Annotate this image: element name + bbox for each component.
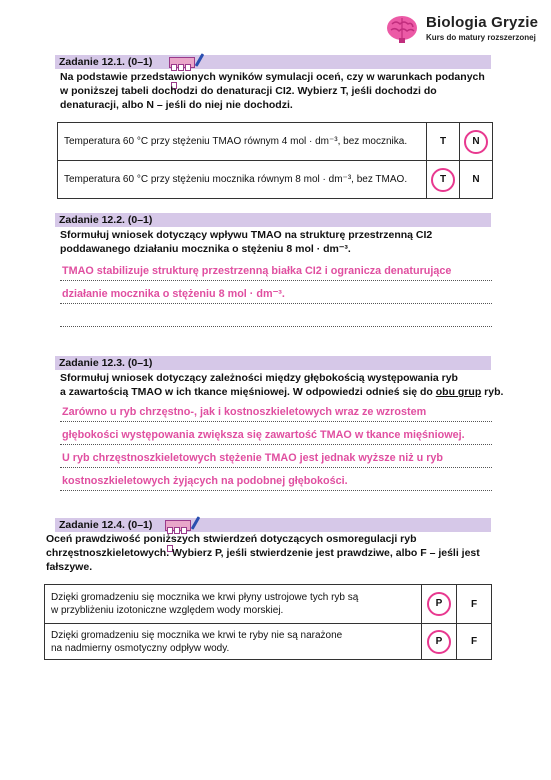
task-instruction: Na podstawie przedstawionych wyników symulacji oceń, czy w warunkach podanych w poniższej tabeli dochodzi do denaturacji CI2. Wybierz T, jeśli dochodzi do denaturacji, albo N – jeśli do niej nie dochodzi. [60,71,485,111]
statement: Dzięki gromadzeniu się mocznika we krwi te ryby nie są narażone na nadmierny osmotyczny odpływ wody. [45,624,422,660]
option-n[interactable] [460,123,493,161]
answer-line: Zarówno u ryb chrzęstno-, jak i kostnoszkieletowych wraz ze wzrostem [62,406,427,418]
task-header-12-3 [55,356,491,370]
score-stamp-icon [169,57,195,68]
answer-line: działanie mocznika o stężeniu 8 mol · dm⁻³. [62,288,285,300]
statement: Temperatura 60 °C przy stężeniu TMAO równym 4 mol · dm⁻³, bez mocznika. [58,123,427,161]
true-false-table [44,584,492,660]
selected-circle: P [427,592,451,616]
selected-circle: T [431,168,455,192]
brand-title: Biologia Gryzie [426,14,539,31]
option-p[interactable] [422,624,457,660]
pen-icon [191,516,201,530]
task-title: Zadanie 12.1. (0–1) [59,56,153,68]
option-f[interactable]: F [457,624,492,660]
table-row [45,585,492,624]
task-instruction: Sformułuj wniosek dotyczący zależności między głębokością występowania ryb a zawartością TMAO w ich tkance mięśniowej. W odpowiedzi odnieś się do obu grup ryb. [60,372,504,398]
selected-circle: N [464,130,488,154]
answer-line: U ryb chrzęstnoszkieletowych stężenie TMAO jest jednak wyższe niż u ryb [62,452,444,464]
table-row [58,123,493,161]
dotted-line [60,421,492,422]
task-title: Zadanie 12.2. (0–1) [59,214,153,226]
task-instruction: Sformułuj wniosek dotyczący wpływu TMAO na strukturę przestrzenną CI2 poddawanego działaniu mocznika o stężeniu 8 mol · dm⁻³. [60,229,433,255]
task-title: Zadanie 12.3. (0–1) [59,357,153,369]
answer-line: głębokości występowania zwiększa się zawartość TMAO w tkance mięśniowej. [62,429,465,441]
brain-icon [386,14,418,44]
statement: Dzięki gromadzeniu się mocznika we krwi płyny ustrojowe tych ryb są w przybliżeniu izotoniczne względem wody morskiej. [45,585,422,624]
true-false-table [57,122,493,199]
task-header-12-2 [55,213,491,227]
dotted-line [60,280,492,281]
answer-line: kostnoszkieletowych żyjących na podobnej głębokości. [62,475,348,487]
option-p[interactable] [422,585,457,624]
selected-circle: P [427,630,451,654]
dotted-line [60,326,492,327]
table-row [58,161,493,199]
option-t[interactable]: T [427,123,460,161]
dotted-line [60,490,492,491]
task-header-12-1 [55,55,491,69]
statement: Temperatura 60 °C przy stężeniu mocznika równym 8 mol · dm⁻³, bez TMAO. [58,161,427,199]
option-n[interactable]: N [460,161,493,199]
table-row [45,624,492,660]
option-f[interactable]: F [457,585,492,624]
brand-subtitle: Kurs do matury rozszerzonej [426,33,536,42]
task-instruction: Oceń prawdziwość poniższych stwierdzeń dotyczących osmoregulacji ryb chrzęstnoszkieletowych. Wybierz P, jeśli stwierdzenie jest prawdziwe, albo F – jeśli jest fałszywe. [46,533,480,573]
option-t[interactable] [427,161,460,199]
task-header-12-4 [55,518,491,532]
task-title: Zadanie 12.4. (0–1) [59,519,153,531]
answer-line: TMAO stabilizuje strukturę przestrzenną białka CI2 i ogranicza denaturujące [62,265,452,277]
pen-icon [195,53,205,67]
score-stamp-icon [165,520,191,531]
dotted-line [60,467,492,468]
dotted-line [60,303,492,304]
dotted-line [60,444,492,445]
